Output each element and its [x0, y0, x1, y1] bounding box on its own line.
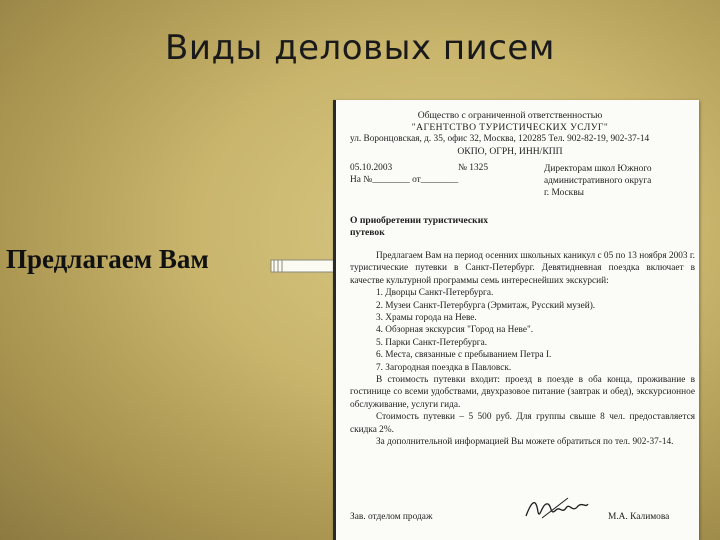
- signer-position: Зав. отделом продаж: [350, 512, 433, 522]
- recipient-line: Директорам школ Южного: [544, 164, 652, 174]
- price-paragraph: В стоимость путевки входит: проезд в поезде в оба конца, проживание в гостинице со всеми удобствами, двухразовое питание (завтрак и обед), экскурсионное обслуживание, услуги гида.: [350, 375, 695, 410]
- slide-title: Виды деловых писем: [165, 28, 555, 68]
- signer-name: М.А. Калимова: [608, 512, 670, 522]
- letter-subject: [350, 215, 488, 239]
- list-item: 3. Храмы города на Неве.: [376, 313, 477, 324]
- cost-paragraph: Стоимость путевки – 5 500 руб. Для группы свыше 8 чел. предоставляется скидка 2%.: [350, 412, 695, 435]
- org-address: ул. Воронцовская, д. 35, офис 32, Москва, 120285 Тел. 902-82-19, 902-37-14: [350, 134, 650, 144]
- list-item: 2. Музеи Санкт-Петербурга (Эрмитаж, Русский музей).: [376, 300, 596, 311]
- letter-document: [333, 100, 699, 540]
- recipient-line: г. Москвы: [544, 188, 584, 198]
- list-item: 5. Парки Санкт-Петербурга.: [376, 337, 488, 348]
- excursion-list: [350, 287, 695, 374]
- signature-block: [350, 502, 695, 532]
- contact-paragraph: За дополнительной информацией Вы можете обратиться по тел. 902-37-14.: [376, 437, 674, 448]
- list-item: 7. Загородная поездка в Павловск.: [376, 362, 512, 373]
- lead-text: Предлагаем Вам: [6, 244, 209, 274]
- letter-number: № 1325: [458, 163, 489, 173]
- subject-line: О приобретении туристических: [350, 215, 489, 226]
- list-item: 4. Обзорная экскурсия "Город на Неве".: [376, 325, 534, 336]
- recipient-line: административного округа: [544, 176, 652, 186]
- letter-reference: На №________ от________: [350, 175, 459, 185]
- org-codes: ОКПО, ОГРН, ИНН/КПП: [457, 146, 563, 157]
- letter-date: 05.10.2003: [350, 163, 393, 173]
- subject-line: путевок: [350, 227, 385, 238]
- signature-image: [522, 494, 592, 524]
- list-item: 6. Места, связанные с пребыванием Петра I.: [376, 350, 552, 361]
- letter-body: [350, 250, 695, 449]
- recipient-block: [544, 163, 652, 199]
- org-name: Общество с ограниченной ответственностью: [417, 110, 603, 121]
- list-item: 1. Дворцы Санкт-Петербурга.: [376, 288, 494, 299]
- intro-paragraph: Предлагаем Вам на период осенних школьных каникул с 05 по 13 ноября 2003 г. туристические путевки в Санкт-Петербург. Девятидневная поездка включает в качестве культурной программы семь интереснейших экскурсий:: [350, 251, 695, 286]
- org-brand: "АГЕНТСТВО ТУРИСТИЧЕСКИХ УСЛУГ": [411, 122, 609, 133]
